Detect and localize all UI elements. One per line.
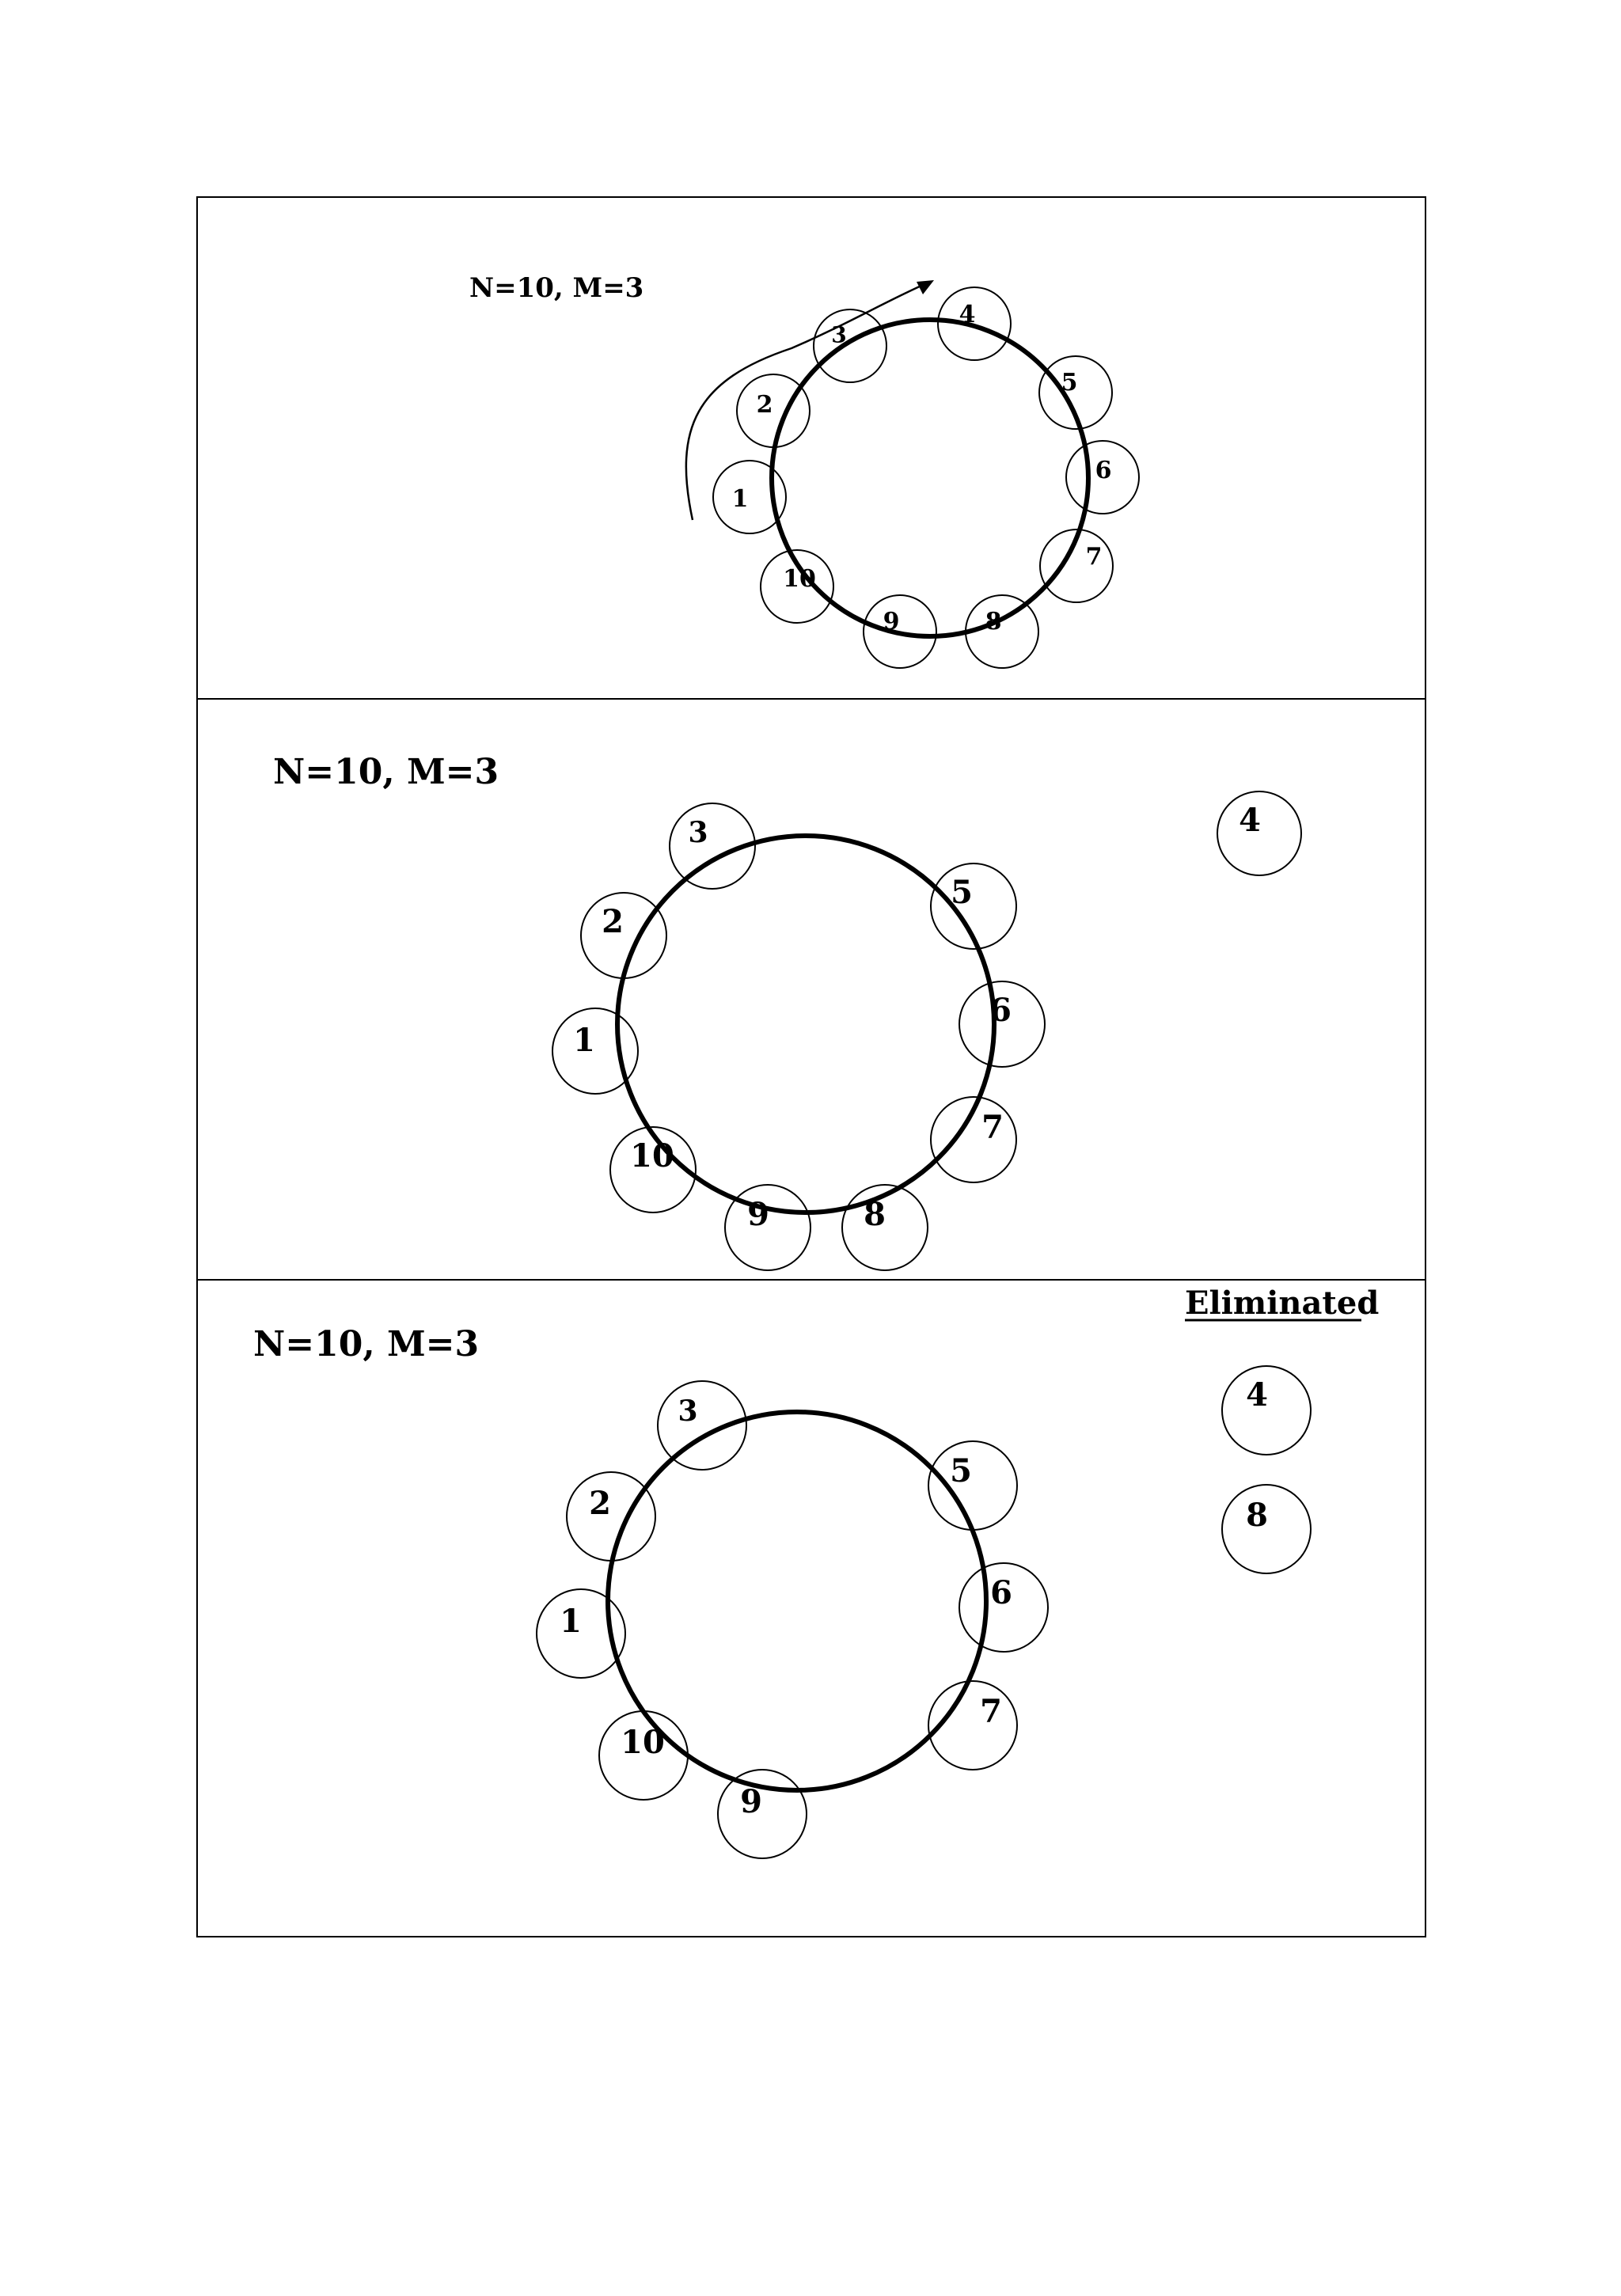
member-number: 2: [756, 391, 773, 419]
eliminated-number: 8: [1246, 1497, 1268, 1534]
member-number: 3: [678, 1395, 698, 1428]
member-number: 7: [1085, 543, 1103, 571]
member-number: 1: [731, 485, 749, 513]
eliminated-number: 4: [1246, 1376, 1268, 1414]
member-number: 10: [621, 1724, 665, 1761]
member-node: [959, 1563, 1048, 1652]
member-node: [552, 1008, 638, 1094]
member-node: [928, 1441, 1017, 1530]
member-number: 6: [989, 992, 1012, 1029]
member-number: 5: [951, 874, 973, 911]
panel-1: [469, 272, 1139, 668]
member-number: 6: [990, 1574, 1012, 1611]
panel-3: [253, 1285, 1379, 1858]
eliminated-number: 4: [1239, 802, 1261, 839]
panel-2-label: N=10, M=3: [273, 752, 499, 792]
member-node: [959, 981, 1045, 1067]
member-node: [1066, 441, 1139, 514]
member-number: 6: [1095, 457, 1112, 484]
figure-frame: [197, 197, 1425, 1937]
eliminated-node: [1222, 1366, 1311, 1455]
member-number: 7: [981, 1109, 1004, 1146]
member-number: 8: [985, 608, 1002, 636]
eliminated-heading: Eliminated: [1185, 1285, 1380, 1322]
member-number: 5: [1061, 369, 1078, 397]
member-node: [581, 893, 666, 978]
member-number: 9: [883, 608, 900, 636]
member-number: 5: [950, 1452, 972, 1490]
eliminated-node: [1222, 1485, 1311, 1573]
eliminated-node: [1217, 791, 1301, 875]
member-number: 2: [602, 903, 624, 940]
member-number: 1: [573, 1022, 595, 1059]
member-number: 10: [783, 565, 816, 593]
member-node: [567, 1472, 655, 1561]
member-number: 8: [864, 1196, 886, 1233]
panel-1-label: N=10, M=3: [469, 272, 644, 304]
member-number: 1: [560, 1603, 582, 1640]
member-number: 7: [980, 1693, 1002, 1730]
member-node: [718, 1770, 807, 1858]
member-number: 2: [589, 1485, 611, 1522]
member-node: [842, 1185, 928, 1270]
ring-circle: [772, 320, 1088, 636]
member-node: [938, 287, 1011, 360]
member-number: 9: [747, 1196, 769, 1233]
member-node: [599, 1711, 688, 1800]
member-node: [737, 374, 810, 447]
panel-2: [273, 752, 1301, 1270]
member-number: 4: [959, 301, 976, 328]
member-number: 3: [831, 321, 847, 348]
member-number: 3: [688, 816, 708, 849]
member-node: [725, 1185, 810, 1270]
member-number: 10: [630, 1137, 674, 1175]
member-number: 9: [740, 1783, 762, 1820]
panel-3-label: N=10, M=3: [253, 1324, 480, 1364]
